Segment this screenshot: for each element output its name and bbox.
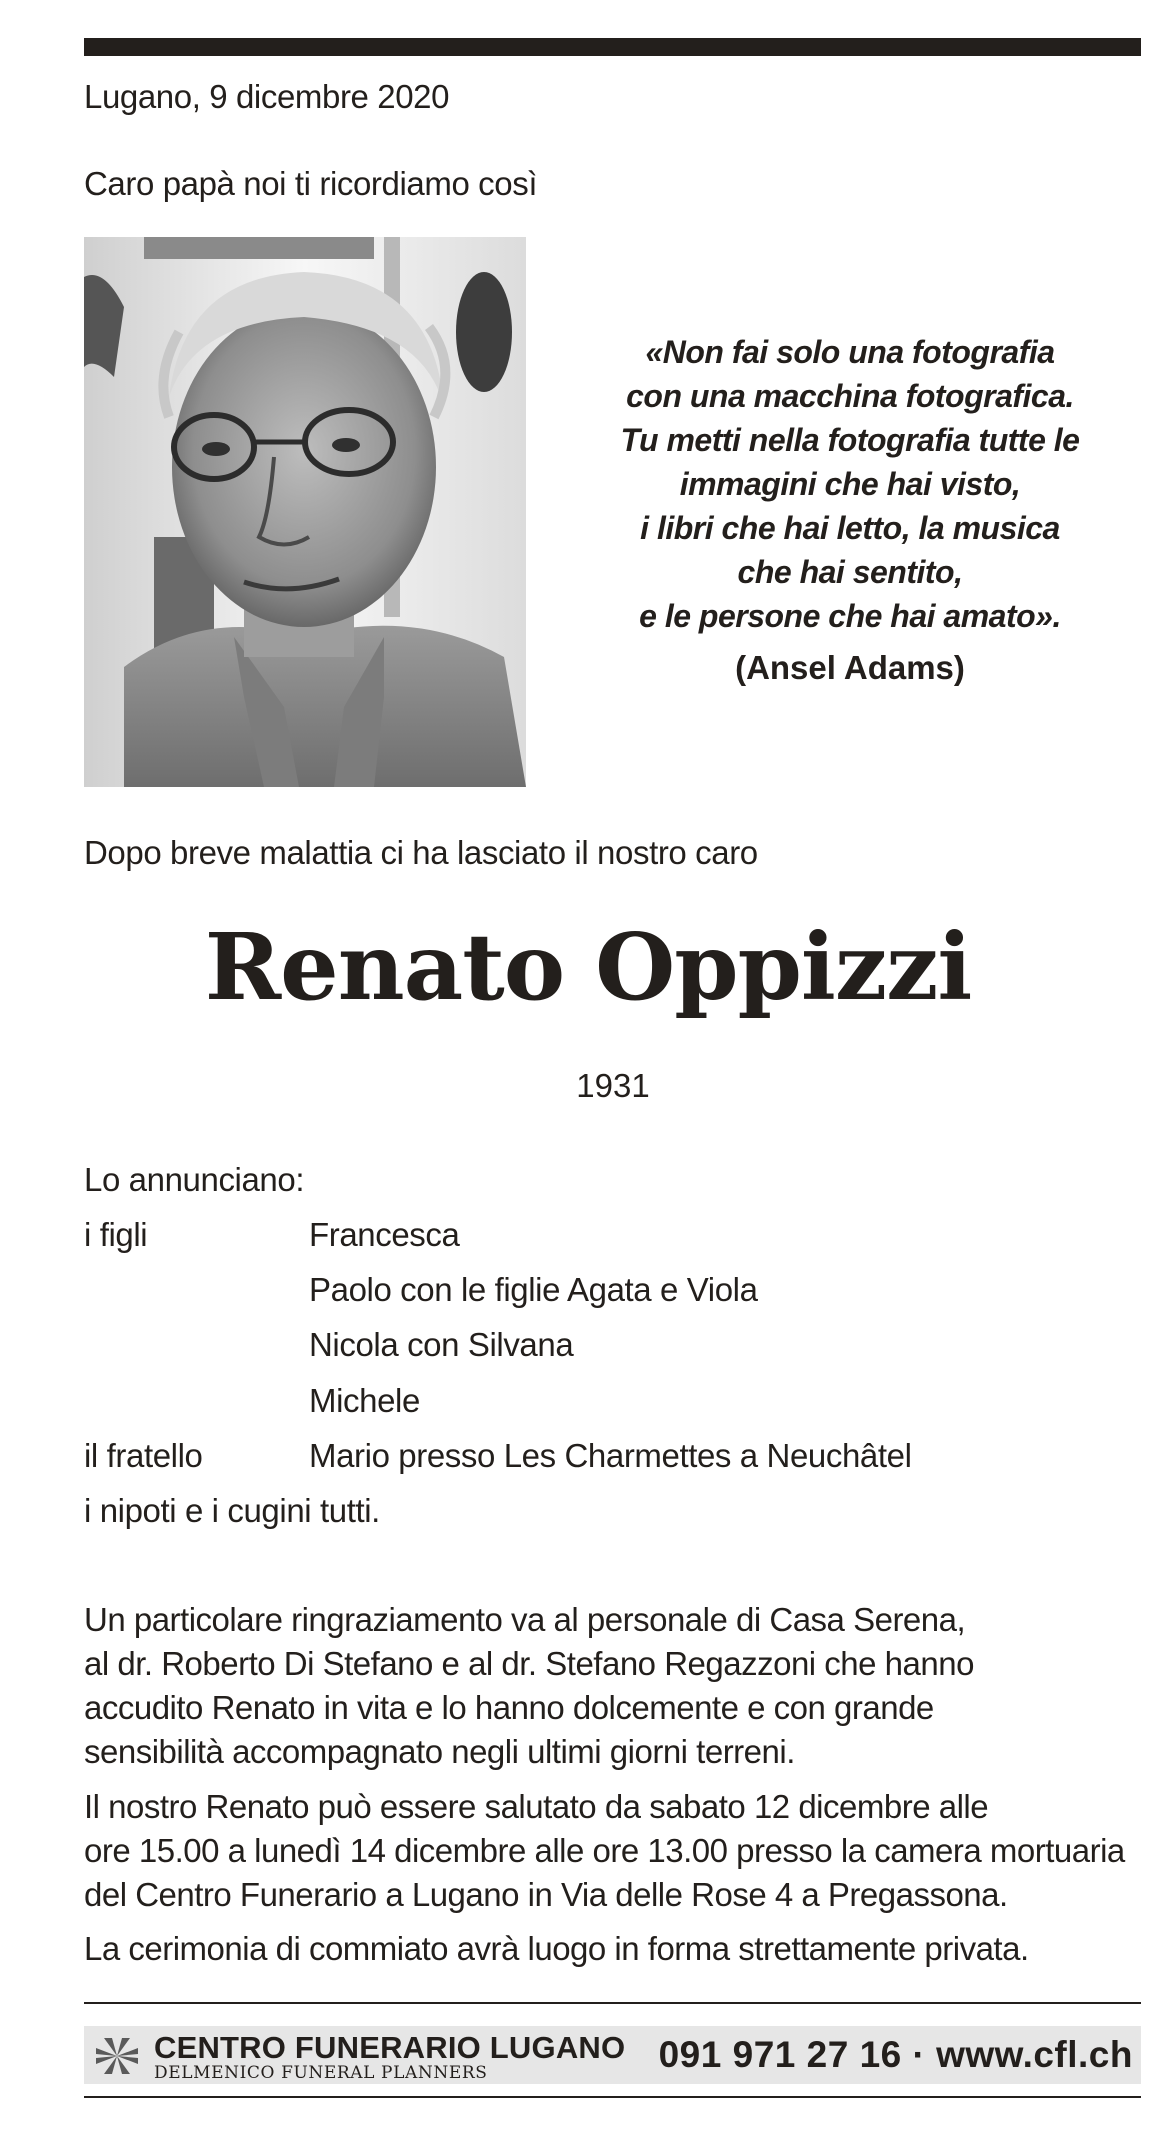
visitation-line: Il nostro Renato può essere salutato da sabato 12 dicembre alle xyxy=(84,1788,989,1825)
quote-line: «Non fai solo una fotografia xyxy=(645,334,1055,370)
thanks-line: accudito Renato in vita e lo hanno dolcemente e con grande xyxy=(84,1689,934,1726)
quote-line: e le persone che hai amato». xyxy=(639,598,1061,634)
quote-line: i libri che hai letto, la musica xyxy=(640,510,1060,546)
quote-block xyxy=(590,330,1110,638)
thanks-line: Un particolare ringraziamento va al personale di Casa Serena, xyxy=(84,1601,966,1638)
family-member: Mario presso Les Charmettes a Neuchâtel xyxy=(309,1437,912,1474)
quote-line: che hai sentito, xyxy=(737,554,963,590)
family-member: Francesca xyxy=(309,1216,460,1253)
funeral-home-footer xyxy=(84,2026,1141,2084)
ceremony-paragraph xyxy=(84,1927,1144,1971)
quote-line: immagini che hai visto, xyxy=(679,466,1021,502)
thanks-line: al dr. Roberto Di Stefano e al dr. Stefano Regazzoni che hanno xyxy=(84,1645,974,1682)
family-closing: i nipoti e i cugini tutti. xyxy=(84,1492,380,1529)
family-member: Michele xyxy=(309,1382,420,1419)
family-heading: Lo annunciano: xyxy=(84,1161,305,1198)
birth-year: 1931 xyxy=(576,1067,650,1104)
deceased-name: Renato Oppizzi xyxy=(204,913,972,1021)
footer-rule-bottom xyxy=(84,2096,1141,2098)
contact-info: 091 971 27 16 · www.cfl.ch xyxy=(658,2034,1133,2075)
visitation-line: del Centro Funerario a Lugano in Via delle Rose 4 a Pregassona. xyxy=(84,1876,1008,1913)
quote-line: Tu metti nella fotografia tutte le xyxy=(620,422,1080,458)
funeral-home-logo-icon xyxy=(94,2034,140,2078)
dedication: Caro papà noi ti ricordiamo così xyxy=(84,165,538,202)
visitation-paragraph xyxy=(84,1785,1144,1917)
footer-rule-top xyxy=(84,2002,1141,2004)
family-member: Paolo con le figlie Agata e Viola xyxy=(309,1271,758,1308)
family-member: Nicola con Silvana xyxy=(309,1326,574,1363)
thanks-paragraph xyxy=(84,1598,1144,1774)
date-line: Lugano, 9 dicembre 2020 xyxy=(84,78,450,115)
ceremony-line: La cerimonia di commiato avrà luogo in forma strettamente privata. xyxy=(84,1930,1029,1967)
top-rule xyxy=(84,38,1141,56)
brand-subtitle: DELMENICO FUNERAL PLANNERS xyxy=(154,2063,488,2083)
brand-name: CENTRO FUNERARIO LUGANO xyxy=(154,2030,626,2065)
thanks-line: sensibilità accompagnato negli ultimi giorni terreni. xyxy=(84,1733,795,1770)
quote-author: (Ansel Adams) xyxy=(735,649,965,686)
family-label: il fratello xyxy=(84,1437,203,1474)
announcement-intro: Dopo breve malattia ci ha lasciato il nostro caro xyxy=(84,834,758,871)
visitation-line: ore 15.00 a lunedì 14 dicembre alle ore 13.00 presso la camera mortuaria xyxy=(84,1832,1125,1869)
family-label: i figli xyxy=(84,1216,148,1253)
portrait-photo xyxy=(84,237,526,787)
quote-line: con una macchina fotografica. xyxy=(626,378,1074,414)
